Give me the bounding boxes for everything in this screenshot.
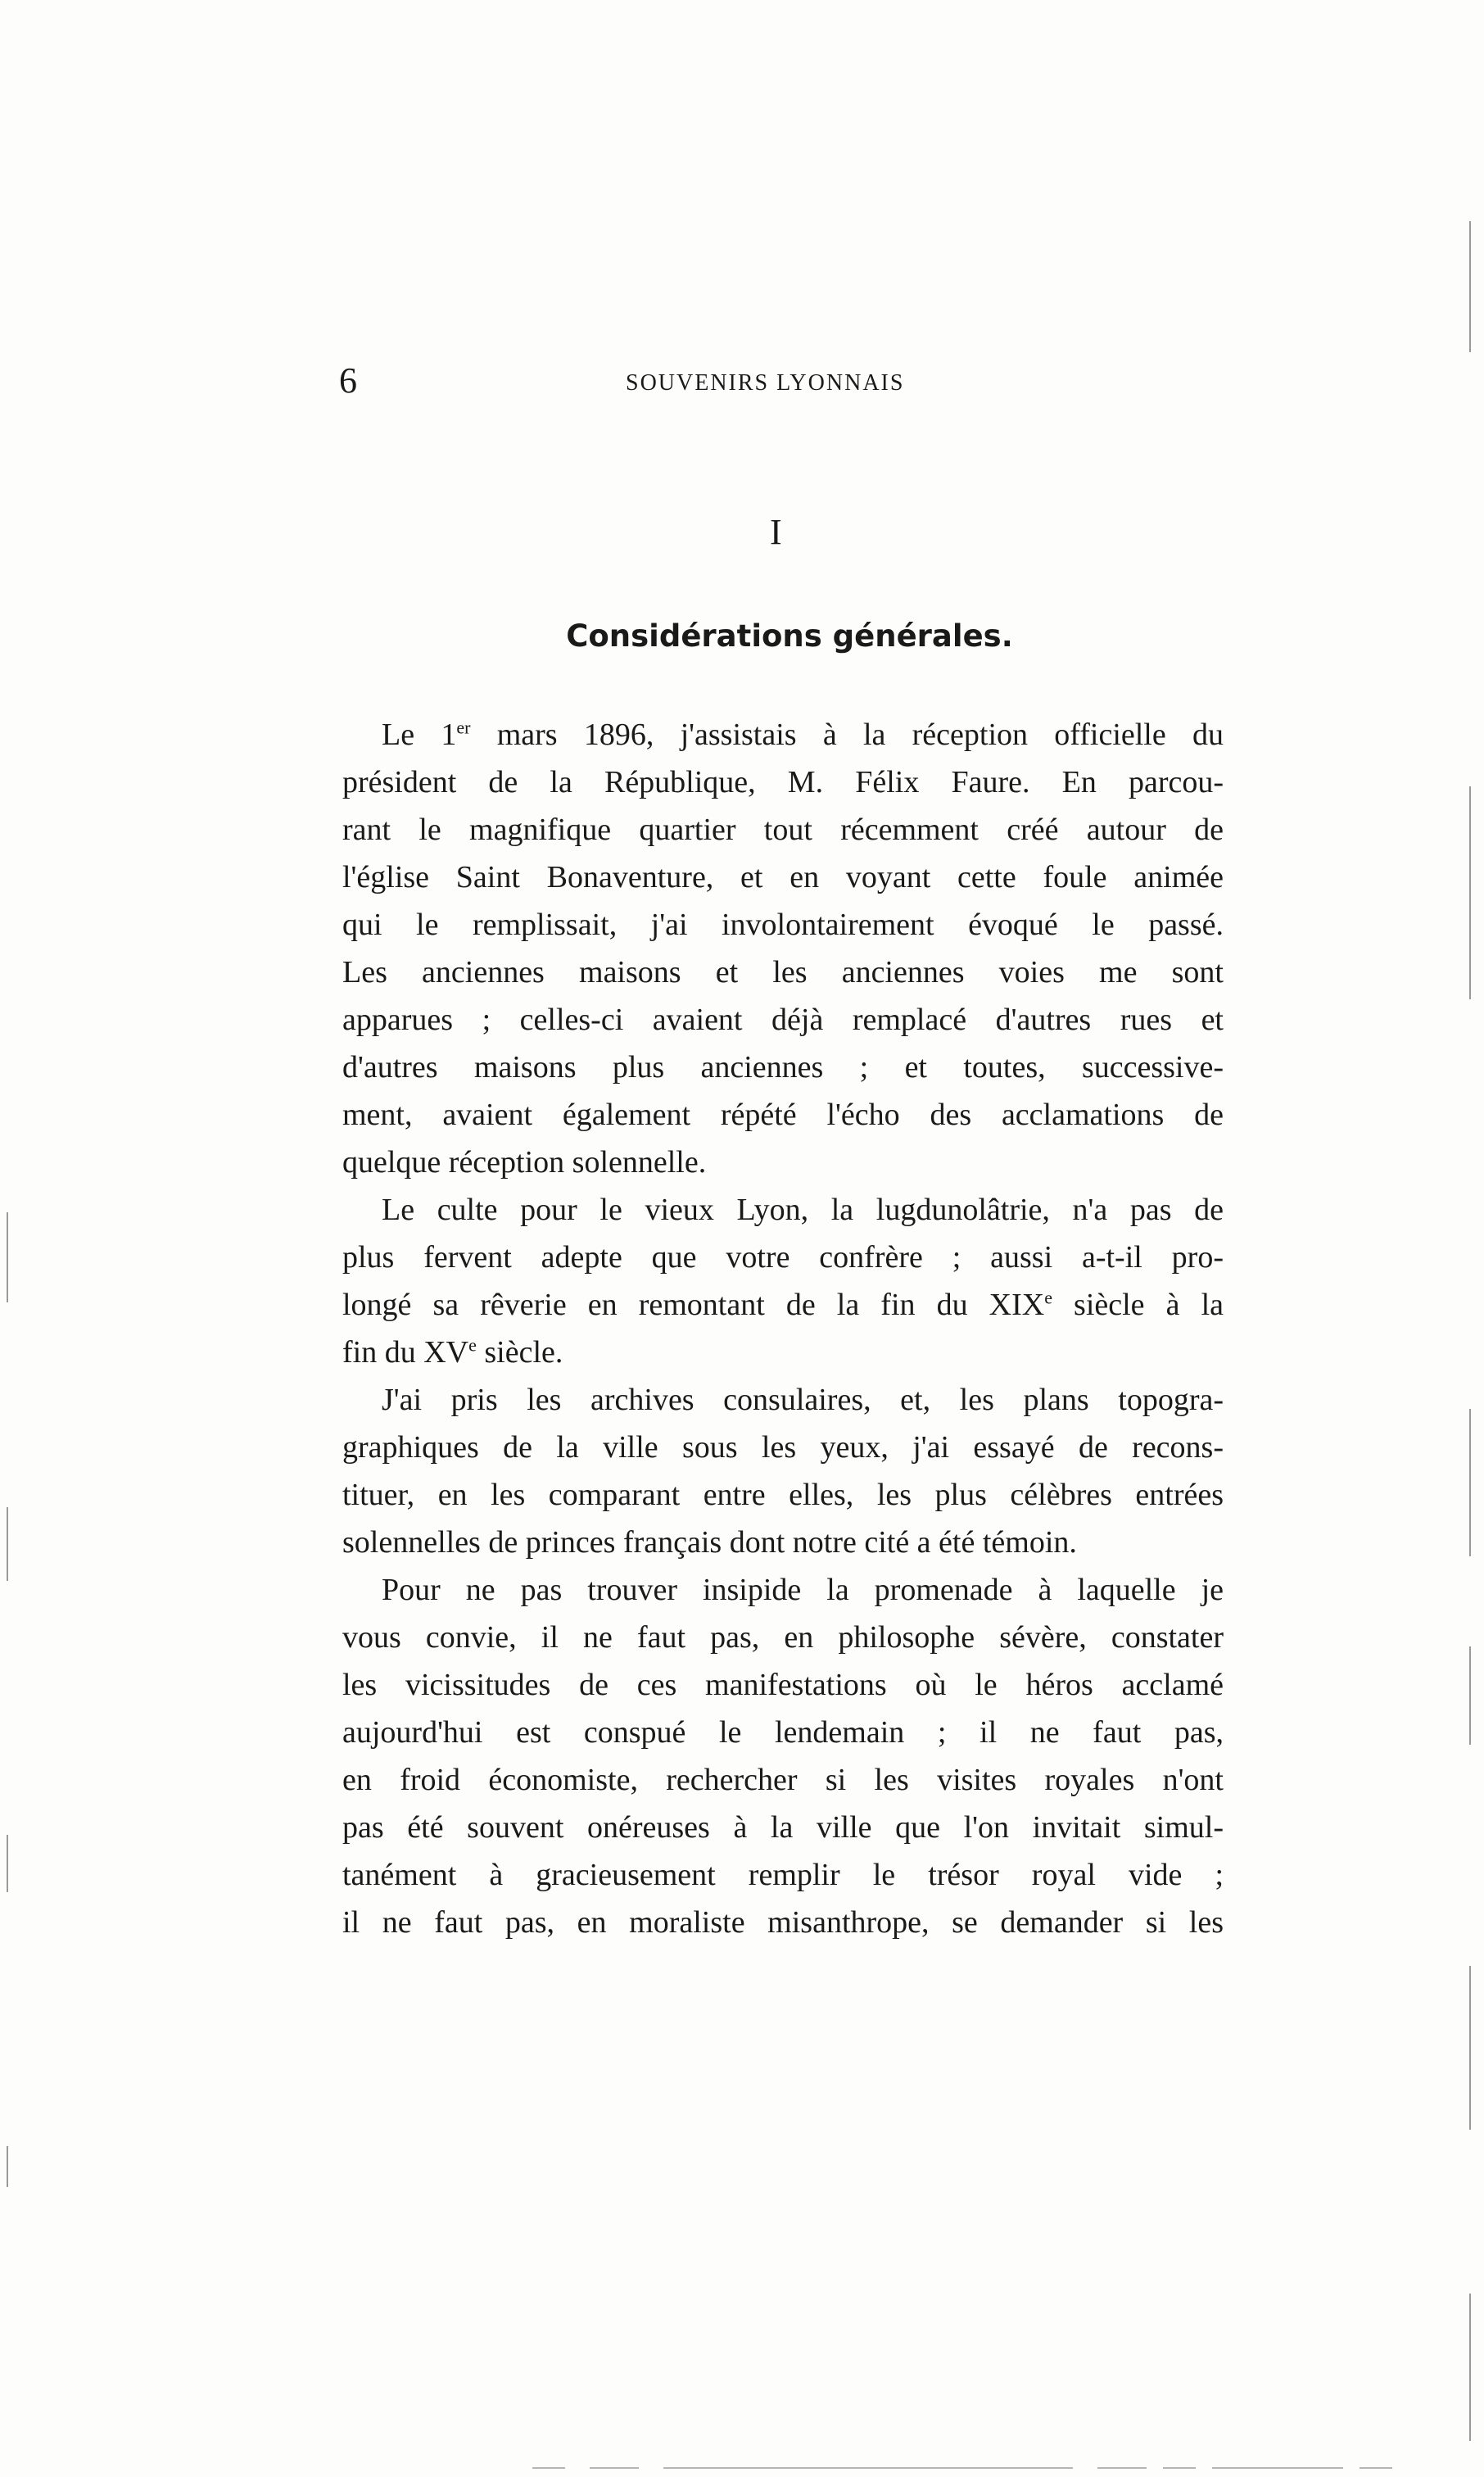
scan-footer-rule bbox=[1212, 2467, 1343, 2469]
text-line bbox=[342, 1234, 1224, 1281]
text-line bbox=[342, 1756, 1224, 1804]
scan-edge-mark bbox=[1469, 1966, 1471, 2130]
line-text: graphiques de la ville sous les yeux, j'ai essayé de recons- bbox=[342, 1430, 1224, 1465]
scan-footer-rule bbox=[663, 2467, 1073, 2469]
text-line bbox=[342, 1804, 1224, 1851]
line-text: fin du XV bbox=[342, 1335, 469, 1370]
superscript: e bbox=[1044, 1287, 1052, 1308]
text-line bbox=[342, 758, 1224, 806]
line-text: J'ai pris les archives consulaires, et, les plans topogra- bbox=[382, 1383, 1224, 1417]
text-line bbox=[342, 1471, 1224, 1519]
line-text: mars 1896, j'assistais à la réception officielle du bbox=[470, 718, 1224, 752]
superscript: er bbox=[456, 717, 471, 738]
scan-edge-mark bbox=[7, 2146, 8, 2187]
text-line bbox=[342, 1281, 1224, 1329]
superscript: e bbox=[468, 1334, 477, 1356]
text-line bbox=[342, 1851, 1224, 1899]
text-line bbox=[342, 1661, 1224, 1709]
scan-edge-mark bbox=[7, 1835, 8, 1892]
text-line bbox=[342, 1899, 1224, 1946]
line-text: aujourd'hui est conspué le lendemain ; il ne faut pas, bbox=[342, 1715, 1224, 1750]
text-line bbox=[342, 1614, 1224, 1661]
line-text: solennelles de princes français dont notre cité a été témoin. bbox=[342, 1525, 1077, 1560]
line-text: rant le magnifique quartier tout récemment créé autour de bbox=[342, 813, 1224, 847]
line-text: longé sa rêverie en remontant de la fin du XIX bbox=[342, 1288, 1045, 1322]
text-line bbox=[342, 1091, 1224, 1139]
line-text: siècle. bbox=[476, 1335, 563, 1370]
line-text: président de la République, M. Félix Faure. En parcou- bbox=[342, 765, 1224, 799]
chapter-number: I bbox=[770, 512, 782, 552]
scan-footer-rule bbox=[590, 2467, 639, 2469]
line-text: pas été souvent onéreuses à la ville que l'on invitait simul- bbox=[342, 1810, 1224, 1845]
scan-edge-mark bbox=[7, 1507, 8, 1581]
line-text: Les anciennes maisons et les anciennes voies me sont bbox=[342, 955, 1224, 989]
section-title: Considérations générales. bbox=[566, 618, 1013, 654]
scan-edge-mark bbox=[1469, 2294, 1471, 2441]
text-line bbox=[342, 1519, 1224, 1566]
text-line bbox=[342, 1329, 1224, 1376]
scan-edge-mark bbox=[1469, 1646, 1471, 1745]
line-text: tituer, en les comparant entre elles, les plus célèbres entrées bbox=[342, 1478, 1224, 1512]
line-text: il ne faut pas, en moraliste misanthrope, se demander si les bbox=[342, 1905, 1224, 1940]
line-text: les vicissitudes de ces manifestations où le héros acclamé bbox=[342, 1668, 1224, 1702]
text-line bbox=[342, 1424, 1224, 1471]
line-text: Pour ne pas trouver insipide la promenade à laquelle je bbox=[382, 1573, 1224, 1607]
text-line bbox=[342, 1566, 1224, 1614]
text-line bbox=[342, 854, 1224, 901]
line-text: en froid économiste, rechercher si les visites royales n'ont bbox=[342, 1763, 1224, 1797]
text-line bbox=[342, 996, 1224, 1044]
line-text: plus fervent adepte que votre confrère ; aussi a-t-il pro- bbox=[342, 1240, 1224, 1275]
line-text: qui le remplissait, j'ai involontairement évoqué le passé. bbox=[342, 908, 1224, 942]
text-line bbox=[342, 1139, 1224, 1186]
scan-footer-rule bbox=[1097, 2467, 1147, 2469]
scan-edge-mark bbox=[1469, 221, 1471, 352]
line-text: quelque réception solennelle. bbox=[342, 1145, 707, 1180]
line-text: Le 1 bbox=[382, 718, 457, 752]
body-text bbox=[342, 711, 1224, 1946]
text-line bbox=[342, 1186, 1224, 1234]
running-title: SOUVENIRS LYONNAIS bbox=[626, 370, 905, 396]
line-text: Le culte pour le vieux Lyon, la lugdunolâtrie, n'a pas de bbox=[382, 1193, 1224, 1227]
scan-footer-rule bbox=[1360, 2467, 1392, 2469]
text-line bbox=[342, 1709, 1224, 1756]
text-line bbox=[342, 949, 1224, 996]
line-text: d'autres maisons plus anciennes ; et toutes, successive- bbox=[342, 1050, 1224, 1085]
scan-footer-rule bbox=[532, 2467, 565, 2469]
scan-edge-mark bbox=[1469, 1409, 1471, 1556]
line-text: apparues ; celles-ci avaient déjà remplacé d'autres rues et bbox=[342, 1003, 1224, 1037]
running-head bbox=[339, 360, 1240, 401]
text-line bbox=[342, 1376, 1224, 1424]
text-line bbox=[342, 1044, 1224, 1091]
text-line bbox=[342, 806, 1224, 854]
line-text: l'église Saint Bonaventure, et en voyant cette foule animée bbox=[342, 860, 1224, 894]
scan-footer-rule bbox=[1163, 2467, 1196, 2469]
page-number: 6 bbox=[339, 360, 357, 401]
line-text: tanément à gracieusement remplir le trésor royal vide ; bbox=[342, 1858, 1224, 1892]
scan-edge-mark bbox=[1469, 786, 1471, 999]
line-text: vous convie, il ne faut pas, en philosophe sévère, constater bbox=[342, 1620, 1224, 1655]
line-text: siècle à la bbox=[1052, 1288, 1224, 1322]
scan-edge-mark bbox=[7, 1212, 8, 1302]
text-line bbox=[342, 711, 1224, 758]
text-line bbox=[342, 901, 1224, 949]
line-text: ment, avaient également répété l'écho des acclamations de bbox=[342, 1098, 1224, 1132]
